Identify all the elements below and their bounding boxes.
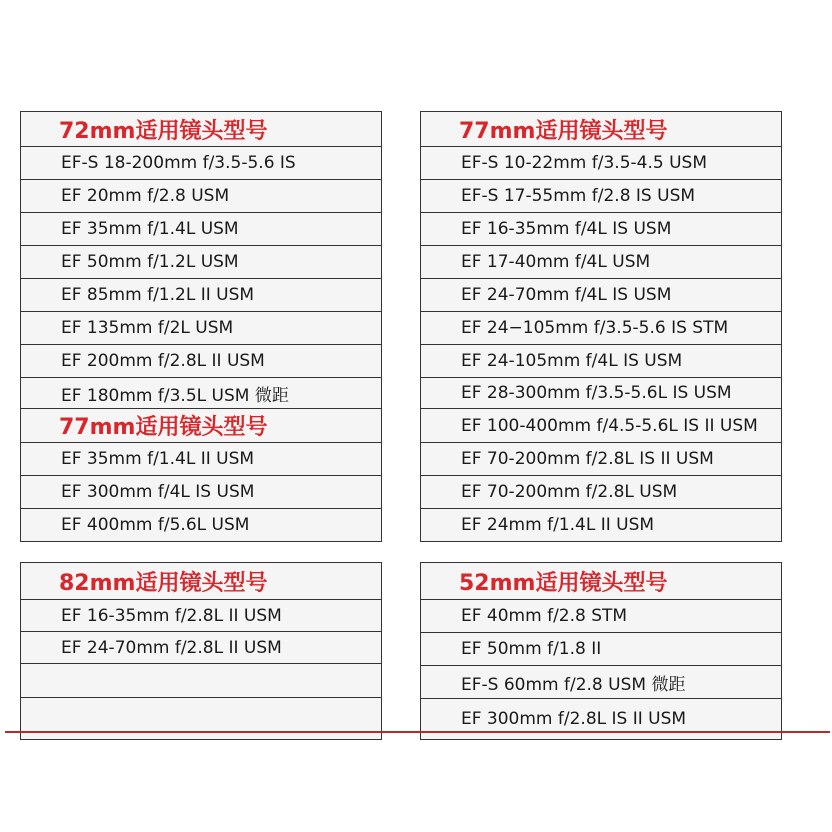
table-row: EF 50mm f/1.8 II <box>421 632 781 665</box>
table-row: EF 100-400mm f/4.5-5.6L IS II USM <box>421 408 781 442</box>
table-row: EF 16-35mm f/2.8L II USM <box>21 599 381 631</box>
table-row: EF 400mm f/5.6L USM <box>21 508 381 541</box>
table-row: EF 70-200mm f/2.8L IS II USM <box>421 442 781 475</box>
table-row: EF 85mm f/1.2L II USM <box>21 278 381 311</box>
table-row: EF 50mm f/1.2L USM <box>21 245 381 278</box>
lens-table-52mm <box>420 562 782 740</box>
table-row: EF 180mm f/3.5L USM 微距 <box>21 377 381 408</box>
table-header: 77mm适用镜头型号 <box>21 408 381 442</box>
table-row: EF 28-300mm f/3.5-5.6L IS USM <box>421 377 781 408</box>
lens-table-77mm <box>420 111 782 542</box>
table-row: EF 16-35mm f/4L IS USM <box>421 212 781 245</box>
table-row: EF 20mm f/2.8 USM <box>21 179 381 212</box>
table-row: EF 17-40mm f/4L USM <box>421 245 781 278</box>
table-row: EF 300mm f/4L IS USM <box>21 475 381 508</box>
table-row: EF 24-70mm f/2.8L II USM <box>21 631 381 663</box>
table-row: EF-S 60mm f/2.8 USM 微距 <box>421 665 781 698</box>
table-row: EF 35mm f/1.4L II USM <box>21 442 381 475</box>
table-header: 82mm适用镜头型号 <box>59 570 268 596</box>
table-header: 72mm适用镜头型号 <box>59 118 268 144</box>
table-row: EF-S 10-22mm f/3.5-4.5 USM <box>421 146 781 179</box>
table-row: EF 35mm f/1.4L USM <box>21 212 381 245</box>
table-row: EF 40mm f/2.8 STM <box>421 599 781 632</box>
table-row: EF-S 18-200mm f/3.5-5.6 IS <box>21 146 381 179</box>
table-header: 77mm适用镜头型号 <box>459 118 668 144</box>
lens-table-72mm <box>20 111 382 542</box>
table-row <box>21 663 381 697</box>
table-row: EF 24-70mm f/4L IS USM <box>421 278 781 311</box>
table-row: EF 135mm f/2L USM <box>21 311 381 344</box>
bottom-divider <box>5 731 830 733</box>
table-row: EF 24mm f/1.4L II USM <box>421 508 781 541</box>
table-row: EF 24-105mm f/4L IS USM <box>421 344 781 377</box>
table-row: EF 300mm f/2.8L IS II USM <box>421 698 781 739</box>
table-row: EF 24−105mm f/3.5-5.6 IS STM <box>421 311 781 344</box>
lens-table-82mm <box>20 562 382 740</box>
table-header: 52mm适用镜头型号 <box>459 570 668 596</box>
table-row: EF 70-200mm f/2.8L USM <box>421 475 781 508</box>
table-row: EF 200mm f/2.8L II USM <box>21 344 381 377</box>
table-row: EF-S 17-55mm f/2.8 IS USM <box>421 179 781 212</box>
